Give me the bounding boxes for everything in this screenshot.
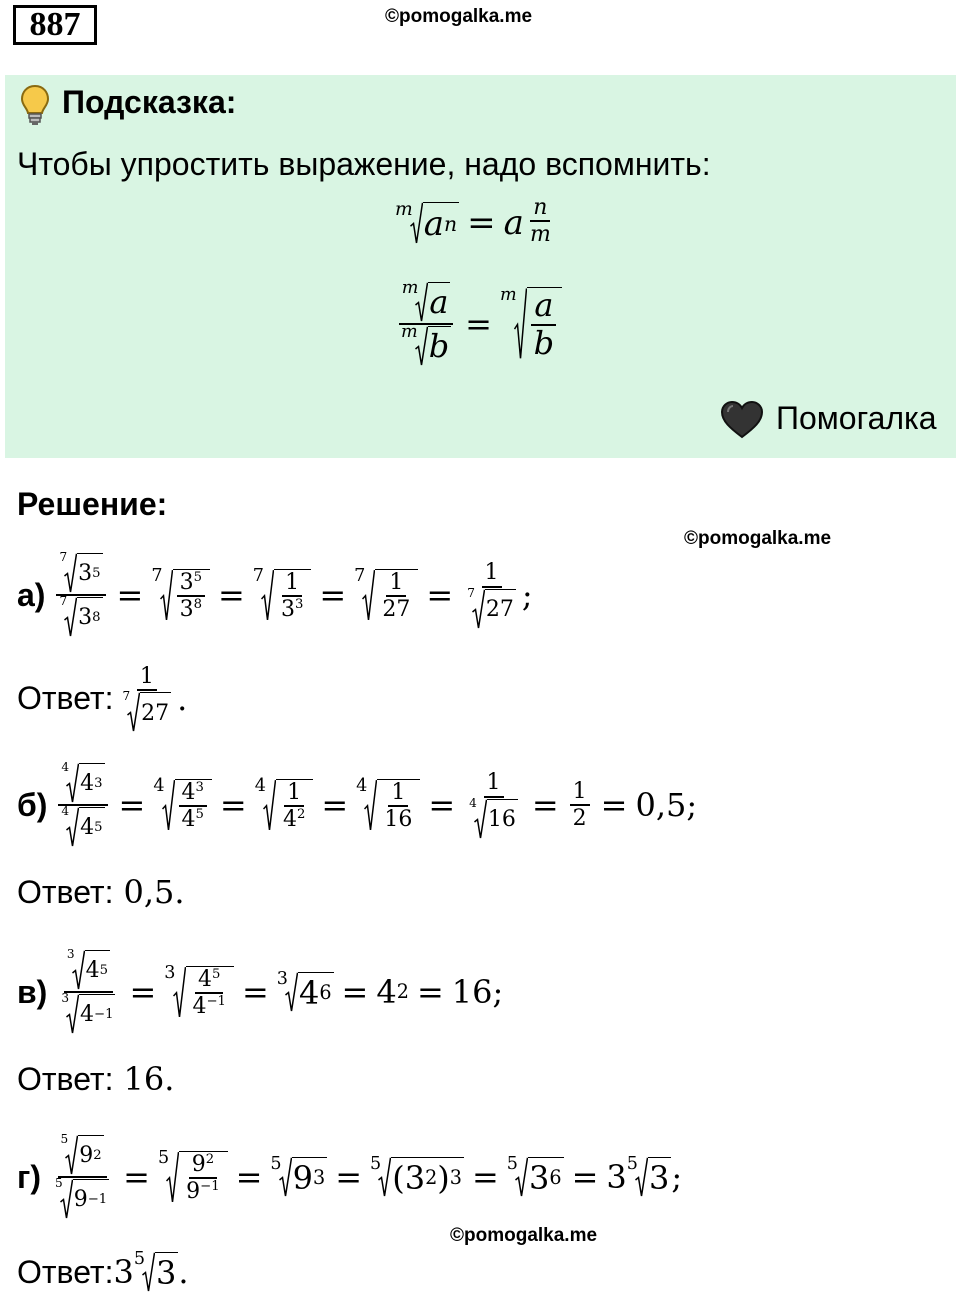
solution-g: г) 5 9 2 5 9 −1 = 5 $\frac{9^2}{9^{-1}}$ = 5 9 3 = 5 ( 3 2 ) 3 = 5 3 6 = 3 5 3 ; <box>17 1135 682 1219</box>
radical: 5 9 3 <box>270 1154 326 1197</box>
hint-text: Чтобы упростить выражение, надо вспомнить: <box>17 146 711 182</box>
radicand: a <box>423 204 445 245</box>
part-label: в) <box>17 973 48 1010</box>
fraction: 4 4 3 4 4 5 <box>58 763 107 847</box>
equals-sign: = <box>467 203 496 244</box>
hint-title: Подсказка: <box>62 84 237 120</box>
radical: m $\frac{a}{b}$ <box>500 287 562 360</box>
radical: 5 3 <box>626 1154 670 1197</box>
answer-a: Ответ: 1 7 27 . <box>17 665 187 732</box>
answer-v: Ответ: 16. <box>17 1060 175 1098</box>
fraction: 5 9 2 5 9 −1 <box>52 1135 112 1219</box>
radical: m b <box>401 322 450 366</box>
equals-sign: = <box>465 305 492 343</box>
part-label: а) <box>17 576 46 613</box>
lightbulb-icon <box>19 84 51 126</box>
watermark-middle: ©pomogalka.me <box>684 528 832 549</box>
radical: 7 $\frac{3^5}{3^8}$ <box>151 569 210 621</box>
part-label: г) <box>17 1158 41 1195</box>
numerator: n <box>530 196 550 222</box>
radical: 5 ( 3 2 ) 3 <box>370 1154 462 1197</box>
radical: 3 4 6 <box>276 969 332 1012</box>
radicand: a <box>429 283 449 322</box>
radical: 5 $\frac{9^2}{9^{-1}}$ <box>158 1151 228 1203</box>
fraction: 3 4 5 3 4 −1 <box>58 950 118 1034</box>
radical: 5 3 6 <box>506 1154 562 1197</box>
radical: 7 $\frac{1}{27}$ <box>354 569 418 621</box>
radical: 4 $\frac{1}{16}$ <box>356 779 420 831</box>
solution-v: в) 3 4 5 3 4 −1 = 3 $\frac{4^5}{4^{-1}}$ = 3 4 6 = 4 2 = 16 ; <box>17 950 503 1034</box>
fraction: 7 3 5 7 3 8 <box>56 553 105 637</box>
solution-title: Решение: <box>17 486 168 522</box>
radical: m a n <box>395 199 458 245</box>
fraction: 1 4 16 <box>466 771 521 838</box>
radical: 7 $\frac{1}{3^3}$ <box>253 569 312 621</box>
answer-g: Ответ: 3 5 3 . <box>17 1249 189 1292</box>
radical-index: m <box>395 199 413 221</box>
hint-formula-root-power <box>395 195 557 248</box>
radical: 5 3 <box>133 1249 177 1292</box>
watermark-top: ©pomogalka.me <box>385 6 533 27</box>
denominator: m <box>529 222 551 248</box>
radical: 3 $\frac{4^5}{4^{-1}}$ <box>164 966 234 1018</box>
answer-b: Ответ: 0,5. <box>17 873 185 911</box>
fraction: 1 7 27 <box>464 561 519 628</box>
hint-formula-root-quotient <box>395 278 562 366</box>
fractional-exponent <box>527 196 554 246</box>
radical: 4 $\frac{4^3}{4^5}$ <box>153 779 212 831</box>
problem-number: 887 <box>13 5 97 45</box>
radical: 4 $\frac{1}{4^2}$ <box>255 779 314 831</box>
watermark-bottom: ©pomogalka.me <box>450 1225 598 1246</box>
base: a <box>503 203 524 244</box>
solution-b: б) 4 4 3 4 4 5 = 4 $\frac{4^3}{4^5}$ = 4 $\frac{1}{4^2}$ = 4 $\frac{1}{16}$ = 1 4 16 = $\frac{1}{2}$ = 0,5 ; <box>17 763 697 847</box>
solution-a: а) 7 3 5 7 3 8 = 7 $\frac{3^5}{3^8}$ = 7 $\frac{1}{3^3}$ = 7 $\frac{1}{27}$ = 1 7 27 ; <box>17 553 533 637</box>
heart-icon <box>720 400 764 440</box>
brand-label: Помогалка <box>776 400 937 436</box>
fraction <box>398 278 454 366</box>
radicand: b <box>428 327 450 366</box>
fraction: $\frac{1}{2}$ <box>570 780 590 830</box>
part-label: б) <box>17 786 48 823</box>
radical: m a <box>401 278 449 322</box>
